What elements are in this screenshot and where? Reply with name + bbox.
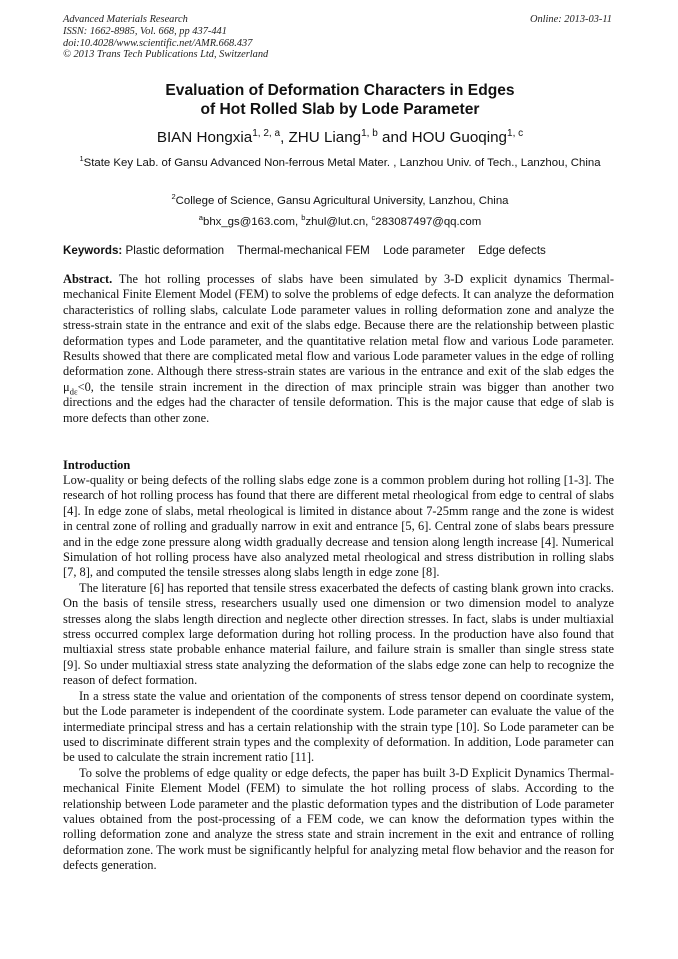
affiliation-1 [60,155,620,171]
abstract-subscript: dε [69,386,78,397]
author-list [60,129,620,147]
title-line-2: of Hot Rolled Slab by Lode Parameter [200,101,480,118]
author-separator: and [377,129,412,146]
author-3-sup: 1, c [507,127,524,139]
affiliation-1-text: State Key Lab. of Gansu Advanced Non-ferrous Metal Mater. , Lanzhou Univ. of Tech., Lanzhou, China [83,157,601,169]
email-1: bhx_gs@163.com, [202,216,302,228]
keyword-item: Edge defects [478,244,546,257]
doi-line: doi:10.4028/www.scientific.net/AMR.668.437 [63,37,253,49]
keywords-label: Keywords: [63,244,123,257]
keyword-item: Lode parameter [383,244,465,257]
author-separator: , [280,129,289,146]
affiliation-2 [60,193,620,209]
author-2: ZHU Liang [288,129,362,146]
section-heading-introduction: Introduction [63,458,131,472]
author-3: HOU Guoqing [411,129,507,146]
online-date: Online: 2013-03-11 [529,14,612,25]
affiliation-2-sup: 2 [171,192,176,202]
paragraph: In a stress state the value and orientation of the components of stress tensor depend on coordinate system, but the Lode parameter is independent of the coordinate system. Lode parameter can evaluate the value of the intermediate principal stress and has a certain relationship with the strain type [10]. So Lode parameter can be used to discriminate different strain types and the complexity of deformation. In addition, Lode parameter can be used to calculate the strain increment ratio [11]. [63,688,614,765]
email-2-sup: b [301,213,306,223]
author-1: BIAN Hongxia [156,129,253,146]
email-3-sup: c [371,213,376,223]
abstract-text-cont: <0, the tensile strain increment in the direction of max principle strain was bigger than another two directions and the edges had the character of tensile deformation. This is the major cause that edge of slab is more defects than other zone. [63,379,614,425]
introduction-body [63,473,614,874]
keywords [63,243,556,259]
affiliation-1-sup: 1 [79,154,84,164]
journal-header [63,14,268,61]
title-line-1: Evaluation of Deformation Characters in Edges [165,82,515,99]
abstract-text: The hot rolling processes of slabs have been simulated by 3-D explicit dynamics Thermal-mechanical Finite Element Model (FEM) to solve the problems of edge defects. It can analyze the deformation characteristics of rolling slabs, calculate Lode parameter values in rolling deformation zone and analyze the stress-strain state in the entrance and exit of the slabs edge. Because there are the relationship between plastic deformation types and Lode parameter, and the quantitative relation metal flow and various Lode parameter. Results showed that there are complicated metal flow and various Lode parameter values in the edge of rolling deformation zone. Although there stress-strain states are various in the entrance and exit of the slab edges the μ [63,272,614,394]
paper-title [60,81,620,119]
author-emails [60,214,620,230]
email-3: 283087497@qq.com [375,216,482,228]
keyword-item: Plastic deformation [125,244,225,257]
affiliation-2-text: College of Science, Gansu Agricultural University, Lanzhou, China [175,195,509,207]
paragraph: The literature [6] has reported that tensile stress exacerbated the defects of casting blank grown into cracks. On the basis of tensile stress, researchers usually used one dimension or two dimension model to analyze stresses along the slabs length direction and neglecte other direction stresses. In fact, slabs is under multiaxial stress occurred complex large deformation during hot rolling process. In the production have also found that multiaxial stress state probable enhance material failure, and failure strain is smaller than single stress state [9]. So under multiaxial stress state analyzing the deformation of the slabs edge zone can help to recognize the reason of defect formation. [63,580,614,688]
keyword-item: Thermal-mechanical FEM [237,244,370,257]
email-1-sup: a [198,213,203,223]
paragraph: To solve the problems of edge quality or edge defects, the paper has built 3-D Explicit Dynamics Thermal-mechanical Finite Element Model (FEM) to simulate the hot rolling process of slabs. According to the relationship between Lode parameter and the plastic deformation types and the distribution of Lode parameter values obtained from the post-processing of a FEM code, we can know the deformation types within the rolling deformation zone and analyze the stress state and strain increment in the exit and entrance of rolling deformation zone. The work must be significantly helpful for analyzing metal flow behavior and the reason for defects generation. [63,765,614,873]
author-1-sup: 1, 2, a [252,127,281,139]
abstract [63,272,614,426]
issn-line: ISSN: 1662-8985, Vol. 668, pp 437-441 [63,25,227,37]
author-2-sup: 1, b [361,127,378,139]
abstract-label: Abstract. [63,272,113,286]
email-2: zhul@lut.cn, [305,216,372,228]
journal-name: Advanced Materials Research [63,14,188,25]
paragraph: Low-quality or being defects of the rolling slabs edge zone is a common problem during hot rolling [1-3]. The research of hot rolling process has found that there are different metal rheological from edge to central of slabs [4]. In edge zone of slabs, metal rheological is limited in distance about 7-25mm range and the zone is widest in central zone of rolling and gradually narrow in exit and entrance [5, 6]. Central zone of slabs bears pressure and in the edge zone pressure along width gradually decrease and tension along length increase [4]. Numerical Simulation of hot rolling process have also analyzed metal rheological and stress distribution in rolling slabs [7, 8], and computed the tensile stresses along slabs length in edge zone [8]. [63,473,614,580]
copyright-line: © 2013 Trans Tech Publications Ltd, Switzerland [63,49,269,61]
